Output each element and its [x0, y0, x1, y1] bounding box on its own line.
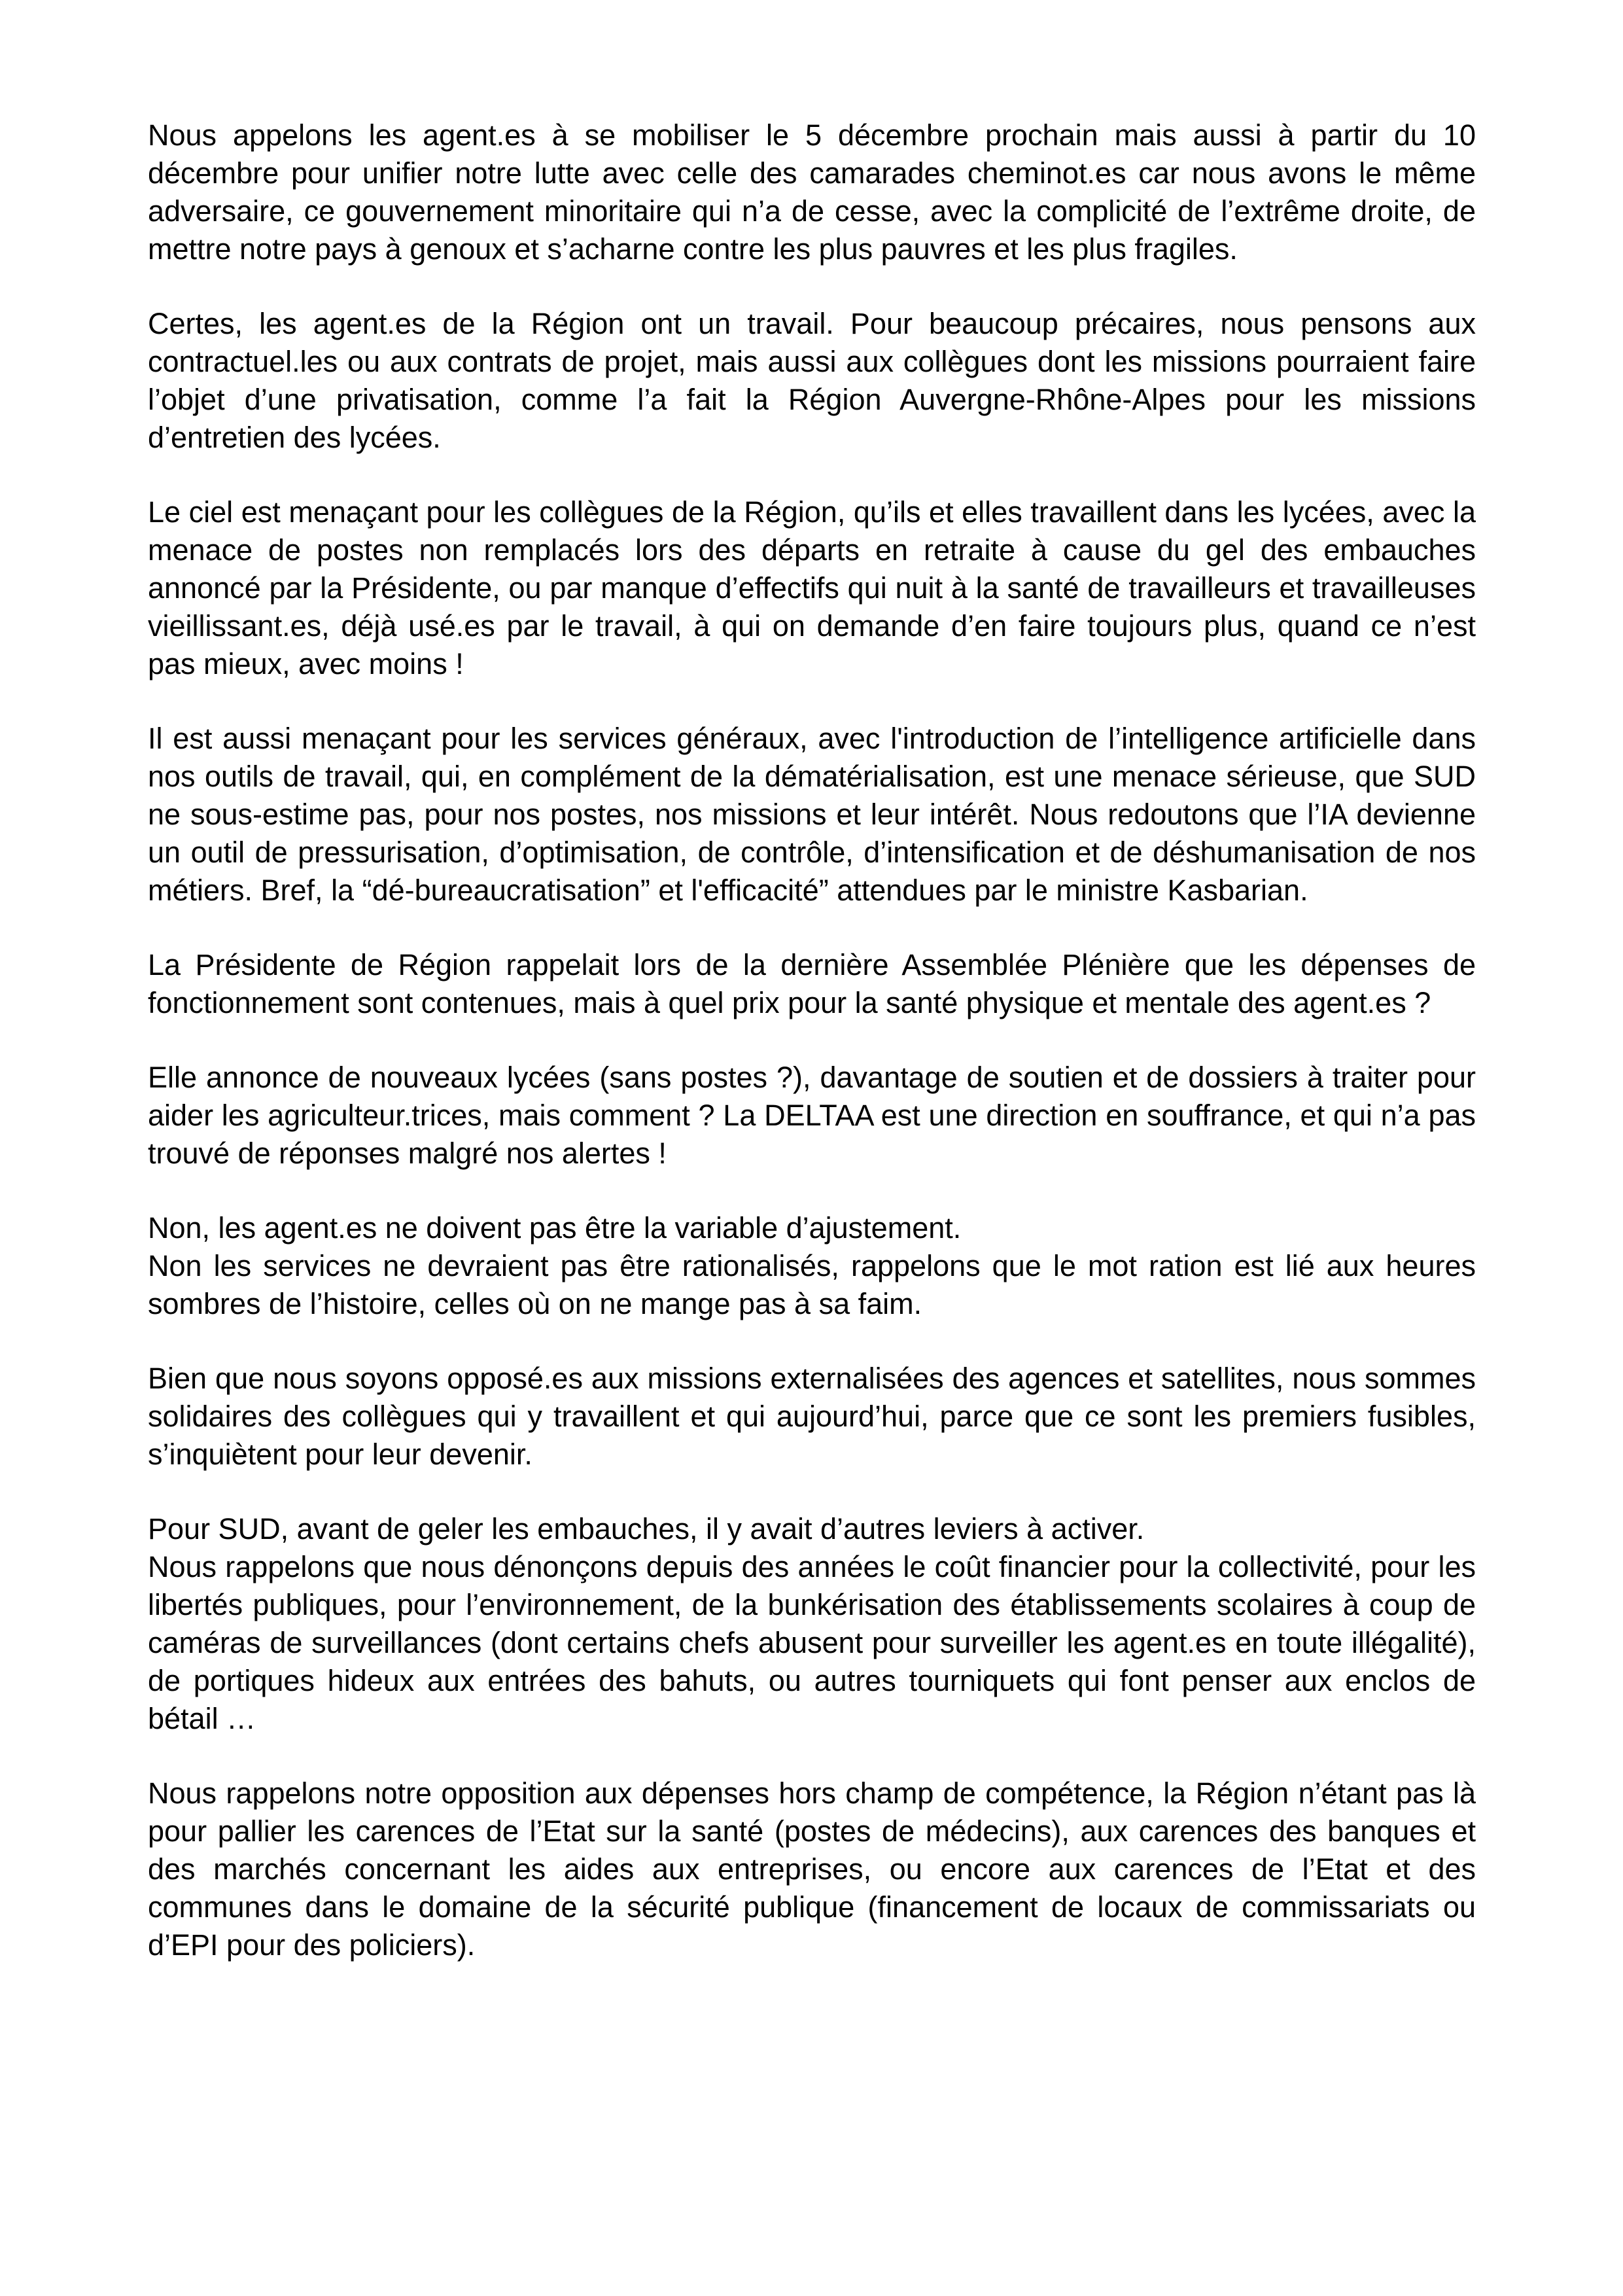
paragraph-rationalisation: Non les services ne devraient pas être rationalisés, rappelons que le mot ration est lié aux heures sombres de l’histoire, celles où on ne mange pas à sa faim.: [148, 1249, 1476, 1320]
paragraph-hors-competence: Nous rappelons notre opposition aux dépenses hors champ de compétence, la Région n’étant pas là pour pallier les carences de l’Etat sur la santé (postes de médecins), aux carences des banques et des marchés concernant les aides aux entreprises, ou encore aux carences de l’Etat et des communes dans le domaine de la sécurité publique (financement de locaux de commissariats ou d’EPI pour des policiers).: [148, 1776, 1476, 1962]
paragraph-agents-travail: Certes, les agent.es de la Région ont un travail. Pour beaucoup précaires, nous pensons aux contractuel.les ou aux contrats de projet, mais aussi aux collègues dont les missions pourraient faire l’objet d’une privatisation, comme l’a fait la Région Auvergne-Rhône-Alpes pour les missions d’entretien des lycées.: [148, 307, 1476, 454]
paragraph-nouveaux-lycees: Elle annonce de nouveaux lycées (sans postes ?), davantage de soutien et de dossiers à traiter pour aider les agriculteur.trices, mais comment ? La DELTAA est une direction en souffrance, et qui n’a pas trouvé de réponses malgré nos alertes !: [148, 1061, 1476, 1170]
paragraph-missions-externalisees: Bien que nous soyons opposé.es aux missions externalisées des agences et satellites, nous sommes solidaires des collègues qui y travaillent et qui aujourd’hui, parce que ce sont les premiers fusibles, s’inquiètent pour leur devenir.: [148, 1362, 1476, 1471]
paragraph-services-generaux: Il est aussi menaçant pour les services généraux, avec l'introduction de l’intelligence artificielle dans nos outils de travail, qui, en complément de la dématérialisation, est une menace sérieuse, que SUD ne sous-estime pas, pour nos postes, nos missions et leur intérêt. Nous redoutons que l’IA devienne un outil de pressurisation, d’optimisation, de contrôle, d’intensification et de déshumanisation de nos métiers. Bref, la “dé-bureaucratisation” et l'efficacité” attendues par le ministre Kasbarian.: [148, 722, 1476, 907]
paragraph-mobilisation: Nous appelons les agent.es à se mobiliser le 5 décembre prochain mais aussi à partir du 10 décembre pour unifier notre lutte avec celle des camarades cheminot.es car nous avons le même adversaire, ce gouvernement minoritaire qui n’a de cesse, avec la complicité de l’extrême droite, de mettre notre pays à genoux et s’acharne contre les plus pauvres et les plus fragiles.: [148, 118, 1476, 266]
paragraph-depenses-fonctionnement: La Présidente de Région rappelait lors de la dernière Assemblée Plénière que les dépenses de fonctionnement sont contenues, mais à quel prix pour la santé physique et mentale des agent.es ?: [148, 948, 1476, 1019]
paragraph-variable-ajustement: Non, les agent.es ne doivent pas être la variable d’ajustement.: [148, 1211, 962, 1245]
document-body: [148, 116, 1476, 2001]
paragraph-ciel-menacant: Le ciel est menaçant pour les collègues de la Région, qu’ils et elles travaillent dans les lycées, avec la menace de postes non remplacés lors des départs en retraite à cause du gel des embauches annoncé par la Présidente, ou par manque d’effectifs qui nuit à la santé de travailleurs et travailleuses vieillissant.es, déjà usé.es par le travail, à qui on demande d’en faire toujours plus, quand ce n’est pas mieux, avec moins !: [148, 495, 1476, 680]
paragraph-autres-leviers: Pour SUD, avant de geler les embauches, il y avait d’autres leviers à activer.: [148, 1512, 1145, 1545]
paragraph-bunkerisation: Nous rappelons que nous dénonçons depuis des années le coût financier pour la collectivité, pour les libertés publiques, pour l’environnement, de la bunkérisation des établissements scolaires à coup de caméras de surveillances (dont certains chefs abusent pour surveiller les agent.es en toute illégalité), de portiques hideux aux entrées des bahuts, ou autres tourniquets qui font penser aux enclos de bétail …: [148, 1550, 1476, 1735]
